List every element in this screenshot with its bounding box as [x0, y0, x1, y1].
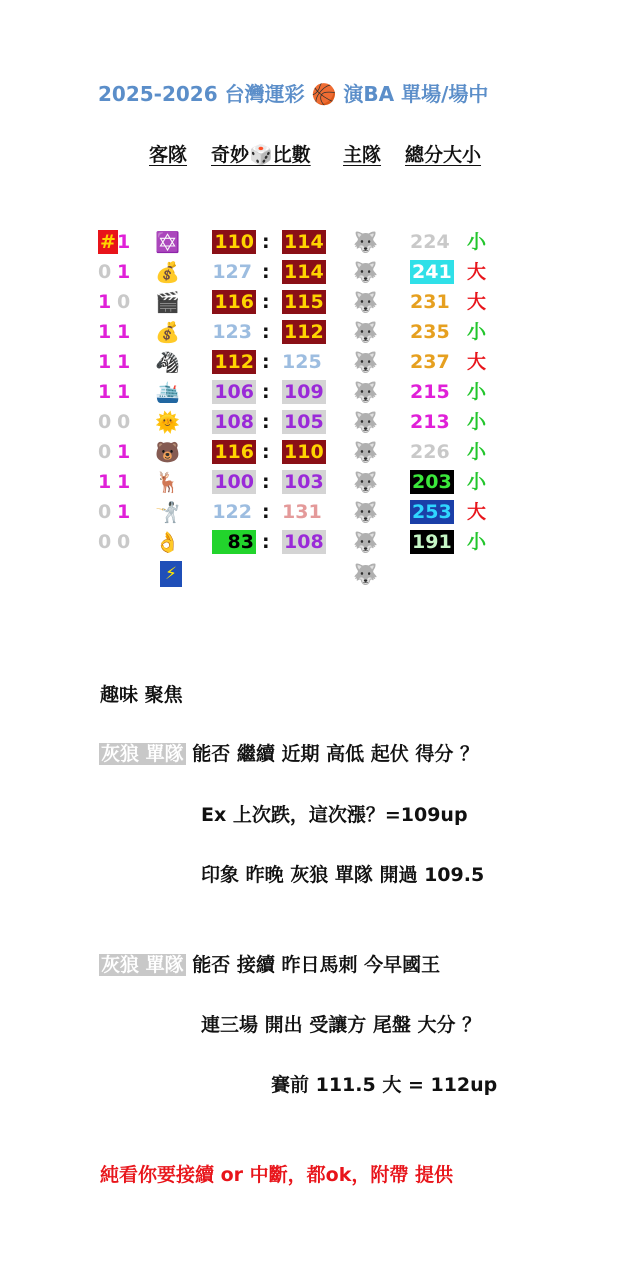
over-under-result: 大	[467, 261, 487, 283]
away-score: 83	[212, 530, 256, 554]
over-under-result: 小	[467, 531, 487, 553]
focus-block-1-line-2: Ex 上次跌，這次漲？=109up	[201, 804, 468, 826]
away-team-icon: 🛳️	[155, 380, 180, 404]
row-flag-b: 0	[117, 531, 131, 553]
header-score: 奇妙🎲比數	[211, 144, 311, 166]
header-total: 總分大小	[405, 144, 482, 166]
row-flag-a: 1	[98, 321, 112, 343]
away-team-icon: 💰	[155, 320, 180, 344]
team-tag: 灰狼 單隊	[101, 743, 184, 765]
score-separator: :	[262, 231, 270, 253]
total-points: 241	[412, 261, 452, 283]
home-score: 112	[284, 321, 324, 343]
total-points: 235	[410, 321, 450, 343]
header-home: 主隊	[343, 144, 382, 166]
row-flag-a: 0	[98, 411, 112, 433]
total-points: 191	[412, 531, 452, 553]
focus-block-2-line-1	[99, 950, 440, 977]
score-separator: :	[262, 261, 270, 283]
row-flag-b: 1	[117, 351, 131, 373]
focus-block-1-line-1	[99, 739, 479, 766]
footer-note: 純看你要接續 or 中斷，都ok，附帶 提供	[100, 1164, 453, 1186]
over-under-result: 小	[467, 321, 487, 343]
wolf-icon: 🐺	[353, 290, 378, 314]
row-flag-a: 0	[98, 261, 112, 283]
over-under-result: 小	[467, 231, 487, 253]
away-team-icon: 🤺	[155, 500, 180, 524]
over-under-result: 小	[467, 411, 487, 433]
away-score: 108	[212, 410, 256, 434]
score-separator: :	[262, 531, 270, 553]
over-under-result: 小	[467, 471, 487, 493]
page-title: 2025-2026 台灣運彩 🏀 演BA 單場/場中	[98, 82, 489, 106]
home-score: 108	[284, 531, 324, 553]
wolf-icon: 🐺	[353, 562, 378, 586]
total-points: 253	[412, 501, 452, 523]
home-score: 125	[282, 351, 322, 373]
total-points: 237	[410, 351, 450, 373]
home-score: 103	[284, 471, 324, 493]
wolf-icon: 🐺	[353, 530, 378, 554]
focus-heading: 趣味 聚焦	[100, 684, 183, 706]
score-separator: :	[262, 351, 270, 373]
score-separator: :	[262, 501, 270, 523]
total-points: 226	[410, 441, 450, 463]
wolf-icon: 🐺	[353, 380, 378, 404]
focus-block-2-line-3: 賽前 111.5 大 = 112up	[271, 1074, 498, 1096]
wolf-icon: 🐺	[353, 440, 378, 464]
score-separator: :	[262, 291, 270, 313]
away-score: 116	[212, 440, 256, 464]
row-flag-b: 1	[117, 321, 131, 343]
row-flag-b: 1	[117, 471, 131, 493]
row-flag-a: 1	[98, 291, 112, 313]
focus-question: 能否 接續 昨日馬刺 今早國王	[192, 954, 441, 976]
home-score: 114	[284, 261, 324, 283]
team-tag: 灰狼 單隊	[101, 954, 184, 976]
away-score: 116	[212, 290, 256, 314]
away-team-icon: 💰	[155, 260, 180, 284]
total-points: 215	[410, 381, 450, 403]
score-separator: :	[262, 441, 270, 463]
row-flag-a: 1	[98, 471, 112, 493]
score-separator: :	[262, 411, 270, 433]
over-under-result: 大	[467, 351, 487, 373]
total-points: 224	[410, 231, 450, 253]
row-flag-b: 0	[117, 291, 131, 313]
away-score: 122	[212, 501, 252, 523]
over-under-result: 大	[467, 501, 487, 523]
away-team-icon: 🌞	[155, 410, 180, 434]
wolf-icon: 🐺	[353, 410, 378, 434]
wolf-icon: 🐺	[353, 470, 378, 494]
over-under-result: 小	[467, 441, 487, 463]
away-score: 112	[212, 350, 256, 374]
away-score: 106	[212, 380, 256, 404]
wolf-icon: 🐺	[353, 350, 378, 374]
row-flag-a: 0	[98, 531, 112, 553]
score-separator: :	[262, 381, 270, 403]
away-team-icon: 👌	[155, 530, 180, 554]
home-score: 105	[284, 411, 324, 433]
total-points: 213	[410, 411, 450, 433]
home-score: 131	[282, 501, 322, 523]
away-score: 100	[212, 470, 256, 494]
row-flag-a: #	[100, 231, 116, 253]
focus-question: 能否 繼續 近期 高低 起伏 得分 ？	[192, 743, 479, 765]
row-flag-a: 1	[98, 381, 112, 403]
row-flag-b: 1	[117, 231, 131, 253]
home-score: 115	[284, 291, 324, 313]
score-separator: :	[262, 321, 270, 343]
away-score: 123	[212, 321, 252, 343]
away-team-icon: ✡️	[155, 230, 180, 254]
away-team-icon: 🎬	[155, 290, 180, 314]
over-under-result: 小	[467, 381, 487, 403]
wolf-icon: 🐺	[353, 260, 378, 284]
row-flag-a: 0	[98, 441, 112, 463]
focus-block-1-line-3: 印象 昨晚 灰狼 單隊 開過 109.5	[201, 864, 485, 886]
home-score: 114	[284, 231, 324, 253]
wolf-icon: 🐺	[353, 230, 378, 254]
row-flag-b: 0	[117, 411, 131, 433]
focus-block-2-line-2: 連三場 開出 受讓方 尾盤 大分 ？	[201, 1014, 482, 1036]
lightning-icon: ⚡	[160, 561, 182, 587]
away-team-icon: 🦓	[155, 350, 180, 374]
total-points: 231	[410, 291, 450, 313]
row-flag-a: 0	[98, 501, 112, 523]
home-score: 110	[284, 441, 324, 463]
wolf-icon: 🐺	[353, 320, 378, 344]
over-under-result: 大	[467, 291, 487, 313]
away-score: 110	[212, 230, 256, 254]
row-flag-b: 1	[117, 261, 131, 283]
wolf-icon: 🐺	[353, 500, 378, 524]
row-flag-a: 1	[98, 351, 112, 373]
total-points: 203	[412, 471, 452, 493]
away-score: 127	[212, 261, 252, 283]
home-score: 109	[284, 381, 324, 403]
row-flag-b: 1	[117, 381, 131, 403]
row-flag-b: 1	[117, 501, 131, 523]
away-team-icon: 🦌	[155, 470, 180, 494]
header-away: 客隊	[149, 144, 188, 166]
away-team-icon: 🐻	[155, 440, 180, 464]
score-separator: :	[262, 471, 270, 493]
row-flag-b: 1	[117, 441, 131, 463]
